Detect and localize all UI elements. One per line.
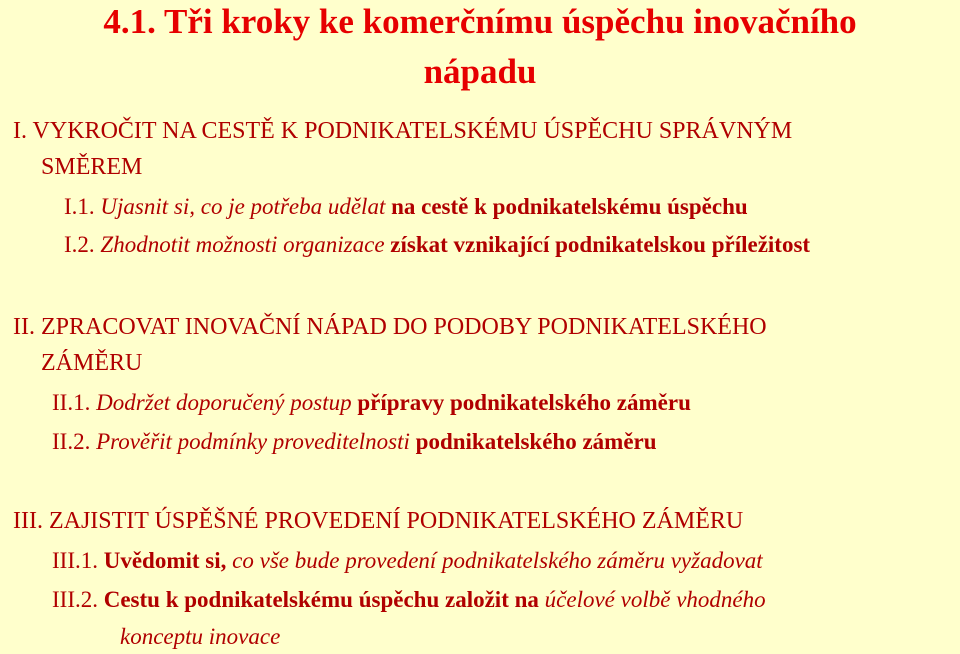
item-italic-text: účelové volbě vhodného [538,587,766,612]
item-bold-text: přípravy podnikatelského záměru [351,390,691,415]
item-bold-text: Cestu k podnikatelskému úspěchu založit na [103,587,539,612]
section-3-heading: III. ZAJISTIT ÚSPĚŠNÉ PROVEDENÍ PODNIKATELSKÉHO ZÁMĚRU [13,508,744,534]
section-2-item-1 [52,389,691,417]
item-bold-text: podnikatelského záměru [409,429,657,454]
section-3-item-2-continuation: konceptu inovace [120,624,281,649]
item-number: III.1. [52,548,104,573]
item-italic-text: Zhodnotit možnosti organizace [100,232,385,257]
section-1-heading-line-2: SMĚREM [41,154,143,180]
section-1-heading-line-1: I. VYKROČIT NA CESTĚ K PODNIKATELSKÉMU ÚSPĚCHU SPRÁVNÝM [13,118,793,144]
section-2-heading-line-2: ZÁMĚRU [41,350,143,376]
item-number: I.1. [64,194,101,219]
item-bold-text: Uvědomit si, [103,548,227,573]
item-italic-text: co vše bude provedení podnikatelského záměru vyžadovat [226,548,763,573]
page-title-line-1: 4.1. Tři kroky ke komerčnímu úspěchu inovačního [103,2,857,41]
item-number: III.2. [52,587,104,612]
page-title-line-2: nápadu [423,52,537,91]
section-3-item-1 [52,547,763,575]
item-italic-text: Prověřit podmínky proveditelnosti [96,429,410,454]
item-italic-text: Dodržet doporučený postup [96,390,352,415]
section-2-item-2 [52,428,657,456]
item-number: II.1. [52,390,97,415]
item-bold-text: získat vznikající podnikatelskou příležitost [384,232,811,257]
item-number: I.2. [64,232,101,257]
item-bold-text: na cestě k podnikatelskému úspěchu [385,194,748,219]
item-italic-text: Ujasnit si, co je potřeba udělat [100,194,386,219]
item-number: II.2. [52,429,97,454]
section-1-item-1 [64,193,748,221]
section-2-heading-line-1: II. ZPRACOVAT INOVAČNÍ NÁPAD DO PODOBY PODNIKATELSKÉHO [13,314,767,340]
section-1-item-2 [64,231,810,259]
section-3-item-2 [52,586,766,614]
